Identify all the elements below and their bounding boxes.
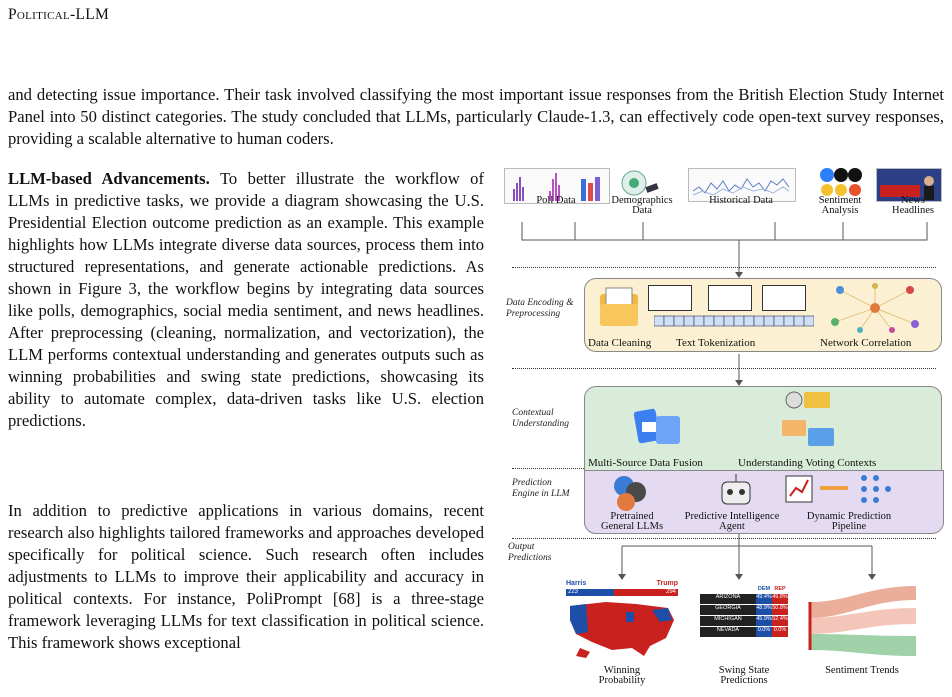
intro-paragraph: and detecting issue importance. Their task involved classifying the most important issue responses from the British Election Study Internet Panel into 50 distinct categories. The study concluded that LLMs, particularly Claude-1.3, can effectively code open-text survey responses, providing a scalable alternative to human coders. (8, 85, 944, 148)
step-pretrained-llms: Pretrained General LLMs (600, 511, 664, 532)
table-row: MICHIGAN 45.9% 52.4% (700, 616, 788, 626)
step-predictive-agent: Predictive Intelligence Agent (684, 511, 780, 532)
voting-context-icon (774, 390, 844, 452)
swing-state-table (700, 586, 788, 658)
folder-icon (598, 286, 640, 330)
pipeline-icon (784, 470, 894, 508)
map-right-votes: 294 (665, 589, 676, 595)
step-data-fusion: Multi-Source Data Fusion (588, 457, 703, 469)
label-data-encoding: Data Encoding & Preprocessing (506, 298, 574, 319)
data-fusion-icon (630, 406, 682, 450)
step-text-tokenization: Text Tokenization (676, 337, 756, 349)
table-header-rep: REP (774, 586, 786, 592)
workflow-figure (502, 166, 946, 697)
output-swing-state: Swing State Predictions (718, 665, 770, 686)
paragraph-heading: LLM-based Advancements. (8, 169, 210, 188)
running-head: Political-LLM (8, 6, 110, 23)
paragraph-body: To better illustrate the workflow of LLMs in predictive tasks, we provide a diagram showcasing the U.S. Presidential Election outcome prediction as an example. This example highlights how LLMs integrate diverse data sources, process them into structured representations, and generate actionable predictions. As shown in Figure 3, the workflow begins by integrating data sources like polls, demographics, social media sentiment, and news headlines. After preprocessing (cleaning, normalization, and vectorization), the LLM performs contextual understanding and generates outputs such as winning probabilities and swing state predictions, showcasing its ability to automate complex, data-driven tasks like U.S. election predictions. (8, 169, 484, 430)
step-voting-contexts: Understanding Voting Contexts (738, 457, 877, 469)
step-dynamic-pipeline: Dynamic Prediction Pipeline (806, 511, 892, 532)
step-network-correlation: Network Correlation (820, 337, 912, 349)
second-paragraph: In addition to predictive applications in various domains, recent research also highlights tailored frameworks and approaches developed specifically for political science. Such research often includes adjustments to LLMs to improve their applicability and accuracy in political contexts. For instance, PoliPrompt [68] is a three-stage framework leveraging LLMs for text classification in political science. This framework shows exceptional (8, 501, 484, 652)
table-header-dem: DEM (757, 586, 771, 592)
output-sentiment-trends: Sentiment Trends (825, 665, 899, 676)
robot-agent-icon (716, 472, 756, 510)
source-label-historical: Historical Data (709, 195, 773, 206)
electoral-map (566, 580, 678, 662)
map-left-votes: 223 (568, 589, 579, 595)
step-data-cleaning: Data Cleaning (588, 337, 652, 349)
llm-advancements-paragraph (8, 168, 484, 432)
source-label-news: News Headlines (892, 195, 934, 216)
label-prediction-engine: Prediction Engine in LLM (512, 478, 570, 499)
network-graph-icon (820, 280, 930, 336)
divider (512, 538, 936, 539)
map-left-name: Harris (566, 580, 587, 587)
text-card (708, 285, 752, 311)
source-label-demographics: Demographics Data (611, 195, 673, 216)
divider (512, 368, 936, 369)
table-row: NEVADA 0.0% 0.0% (700, 627, 788, 637)
label-contextual: Contextual Understanding (512, 408, 569, 429)
table-row: GEORGIA 48.9% 50.8% (700, 605, 788, 615)
llm-logos-icon (610, 474, 650, 512)
label-output-predictions: Output Predictions (508, 542, 552, 563)
text-card (762, 285, 806, 311)
source-label-sentiment: Sentiment Analysis (818, 195, 862, 216)
text-card (648, 285, 692, 311)
map-right-name: Trump (656, 580, 678, 587)
output-winning-probability: Winning Probability (598, 665, 646, 686)
source-label-poll: Poll Data (536, 195, 576, 206)
demographics-icon (620, 169, 660, 197)
divider (512, 267, 936, 268)
table-row: ARIZONA 49.4% 49.8% (700, 594, 788, 604)
social-media-icons (818, 167, 864, 197)
token-strip (654, 314, 814, 326)
sentiment-sankey (808, 580, 918, 662)
